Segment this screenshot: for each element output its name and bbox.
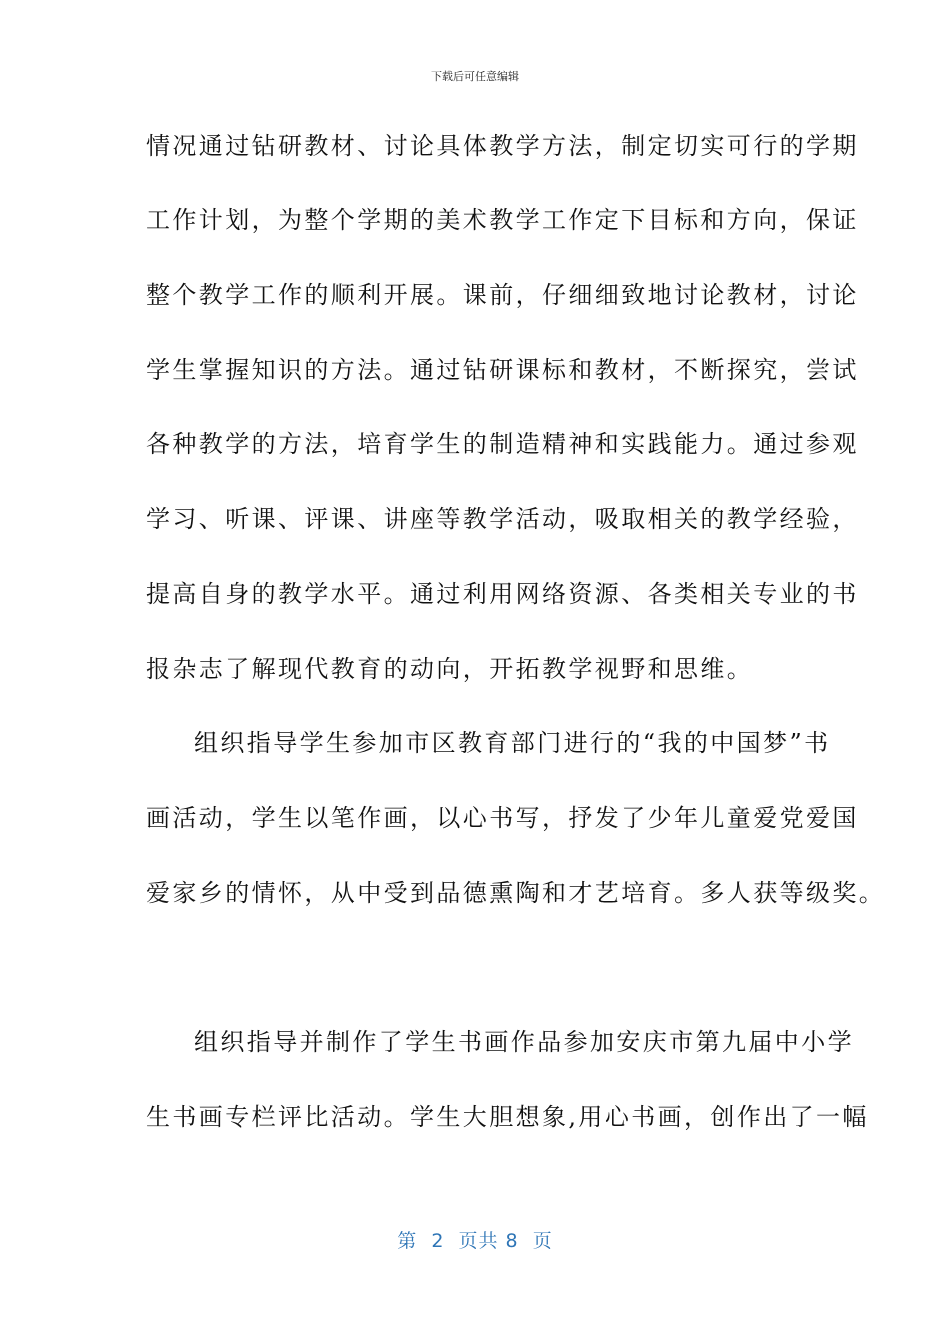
page-number: 第 2 页共 8 页	[397, 1230, 553, 1252]
body-line: 提高自身的教学水平。通过利用网络资源、各类相关专业的书	[146, 580, 859, 608]
body-line: 生书画专栏评比活动。学生大胆想象,用心书画，创作出了一幅	[146, 1103, 869, 1131]
body-line: 学习、听课、评课、讲座等教学活动，吸取相关的教学经验，	[146, 505, 859, 533]
body-line: 情况通过钻研教材、讨论具体教学方法，制定切实可行的学期	[146, 132, 859, 160]
body-line: 爱家乡的情怀，从中受到品德熏陶和才艺培育。多人获等级奖。	[146, 879, 886, 907]
body-line: 工作计划，为整个学期的美术教学工作定下目标和方向，保证	[146, 206, 859, 234]
body-line: 学生掌握知识的方法。通过钻研课标和教材，不断探究，尝试	[146, 356, 859, 384]
body-line: 画活动，学生以笔作画，以心书写，抒发了少年儿童爱党爱国	[146, 804, 859, 832]
paragraph-first-line: 组织指导并制作了学生书画作品参加安庆市第九届中小学	[194, 1028, 854, 1056]
body-line: 整个教学工作的顺利开展。课前，仔细细致地讨论教材，讨论	[146, 281, 859, 309]
paragraph-first-line: 组织指导学生参加市区教育部门进行的“我的中国梦”书	[194, 729, 831, 757]
body-line: 各种教学的方法，培育学生的制造精神和实践能力。通过参观	[146, 430, 859, 458]
header-note: 下载后可任意编辑	[431, 70, 519, 83]
body-line: 报杂志了解现代教育的动向，开拓教学视野和思维。	[146, 655, 754, 683]
